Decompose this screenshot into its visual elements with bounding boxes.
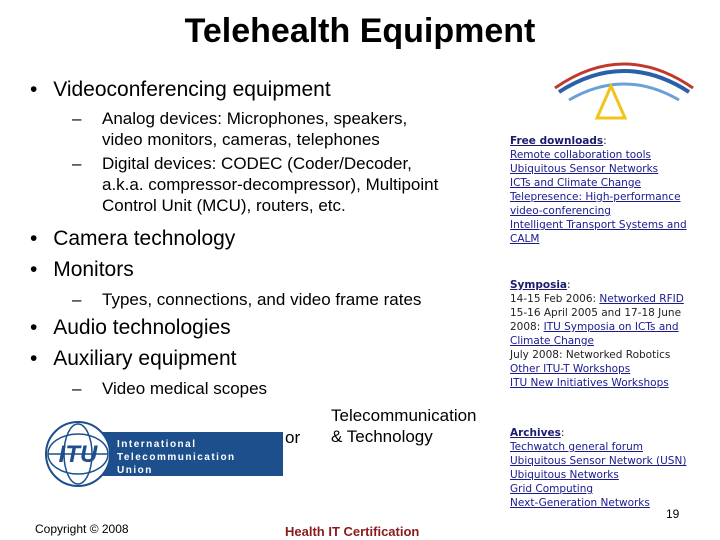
link-video-conferencing[interactable]: video-conferencing [510,205,611,217]
link-itu-new-initiatives[interactable]: ITU New Initiatives Workshops [510,377,669,389]
partial-text: or [285,428,301,447]
bullet-monitors [30,258,134,282]
link-grid-computing[interactable]: Grid Computing [510,483,594,495]
bullet-dot: • [30,316,38,339]
dash-marker: – [72,154,82,173]
digital-line-3: Control Unit (MCU), routers, etc. [102,196,346,215]
analog-line-1: Analog devices: Microphones, speakers, [102,109,408,128]
itu-logo-line-3: Union [117,465,153,476]
bullet-text: Videoconferencing equipment [53,78,331,101]
sub-bullet-digital [72,153,438,216]
telecom-technology-text [331,405,477,447]
bullet-dot: • [30,258,38,281]
dash-marker: – [72,290,82,309]
footer-center-text: Health IT Certification [285,524,420,539]
bullet-text: Auxiliary equipment [53,347,237,370]
digital-line-1: Digital devices: CODEC (Coder/Decoder, [102,154,412,173]
link-telepresence[interactable]: Telepresence: High-performance [510,191,681,203]
link-climate-change[interactable]: Climate Change [510,335,594,347]
link-next-generation-networks[interactable]: Next-Generation Networks [510,497,650,509]
sub-bullet-scopes [72,378,267,399]
heading-colon: : [567,279,571,291]
bullet-dot: • [30,227,38,250]
telecom-line-2: & Technology [331,427,433,446]
bullet-dot: • [30,347,38,370]
symposia-section [510,278,684,390]
page-number: 19 [666,507,680,521]
symposia-date: 2008: [510,321,544,333]
link-itu-symposia[interactable]: ITU Symposia on ICTs and [543,321,679,333]
itu-eye-logo [549,48,699,128]
digital-line-2: a.k.a. compressor-decompressor), Multipoint [102,175,439,194]
bullet-audio [30,316,231,340]
link-ubiquitous-sensor[interactable]: Ubiquitous Sensor Networks [510,163,659,175]
bullet-videoconferencing [30,78,331,102]
sub-bullet-text: Types, connections, and video frame rates [102,290,422,309]
heading-colon: : [603,135,607,147]
sub-bullet-monitor-types [72,289,421,310]
link-intelligent-transport[interactable]: Intelligent Transport Systems and [510,219,687,231]
itu-banner-logo [45,420,283,490]
link-usn[interactable]: Ubiquitous Sensor Network (USN) [510,455,687,467]
link-icts-climate[interactable]: ICTs and Climate Change [510,177,641,189]
symposia-heading[interactable]: Symposia [510,279,568,291]
slide-title: Telehealth Equipment [184,12,536,50]
sub-bullet-analog [72,108,407,150]
dash-marker: – [72,379,82,398]
bullet-dot: • [30,78,38,101]
symposia-date: July 2008: Networked Robotics [510,349,671,361]
symposia-date: 15-16 April 2005 and 17-18 June [510,307,682,319]
bullet-text: Monitors [53,258,134,281]
dash-marker: – [72,109,82,128]
heading-colon: : [560,427,565,439]
bullet-auxiliary [30,347,236,371]
link-ubiquitous-networks[interactable]: Ubiquitous Networks [510,469,619,481]
archives-heading[interactable]: Archives [510,427,561,439]
itu-logo-line-1: International [117,439,197,450]
telecom-line-1: Telecommunication [331,406,477,425]
itu-mark-text: ITU [58,441,98,468]
free-downloads-heading[interactable]: Free downloads [510,135,604,147]
link-techwatch-forum[interactable]: Techwatch general forum [510,441,643,453]
copyright-text: Copyright © 2008 [35,522,129,536]
free-downloads-section [510,134,687,246]
symposia-date: 14-15 Feb 2006: [510,293,600,305]
link-remote-collaboration[interactable]: Remote collaboration tools [510,149,651,161]
analog-line-2: video monitors, cameras, telephones [102,130,380,149]
archives-section [510,426,686,510]
bullet-camera [30,227,235,251]
link-other-itu-workshops[interactable]: Other ITU-T Workshops [510,363,631,375]
bullet-text: Camera technology [53,227,236,250]
link-calm[interactable]: CALM [510,233,540,245]
link-networked-rfid[interactable]: Networked RFID [599,293,684,305]
itu-logo-line-2: Telecommunication [117,452,236,463]
bullet-text: Audio technologies [53,316,231,339]
sub-bullet-text: Video medical scopes [102,379,268,398]
